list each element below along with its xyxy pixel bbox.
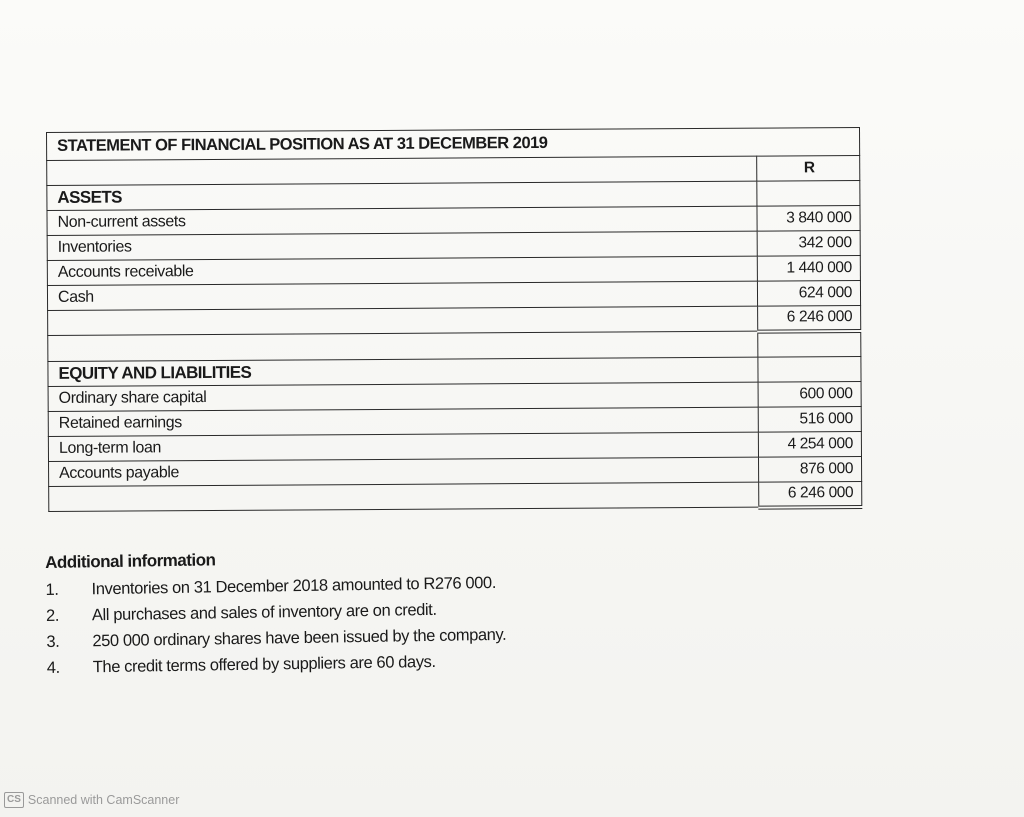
- row-amount: 516 000: [758, 407, 861, 433]
- row-amount: 876 000: [759, 457, 862, 483]
- empty-amount-cell: [758, 331, 861, 358]
- item-number: 4.: [46, 658, 60, 677]
- equity-liabilities-total-row: [49, 482, 862, 512]
- assets-total: 6 246 000: [758, 306, 861, 332]
- row-amount: 1 440 000: [757, 256, 860, 282]
- item-text: 250 000 ordinary shares have been issued by the company.: [92, 625, 507, 650]
- row-amount: 342 000: [757, 231, 860, 257]
- row-amount: 600 000: [758, 382, 861, 408]
- empty-amount-cell: [758, 357, 861, 383]
- row-amount: 624 000: [758, 281, 861, 307]
- additional-information-heading: Additional information: [45, 550, 216, 572]
- equity-liabilities-heading: EQUITY AND LIABILITIES: [48, 357, 758, 386]
- additional-information: [45, 544, 607, 681]
- row-label: Non-current assets: [47, 206, 757, 235]
- item-text: Inventories on 31 December 2018 amounted to R276 000.: [91, 573, 497, 598]
- assets-heading: ASSETS: [47, 181, 757, 210]
- currency-header: R: [757, 156, 860, 182]
- item-text: The credit terms offered by suppliers are 60 days.: [92, 652, 436, 676]
- empty-amount-cell: [757, 181, 860, 207]
- camscanner-logo-icon: CS: [4, 792, 24, 808]
- statement-title: STATEMENT OF FINANCIAL POSITION AS AT 31 DECEMBER 2019: [47, 128, 860, 161]
- row-label: Inventories: [47, 231, 757, 260]
- item-number: 3.: [46, 632, 60, 651]
- row-label: Cash: [47, 281, 757, 310]
- scanner-watermark: [4, 792, 179, 808]
- row-label: Accounts receivable: [47, 256, 757, 285]
- item-text: All purchases and sales of inventory are on credit.: [91, 600, 437, 624]
- row-label: Retained earnings: [48, 407, 758, 436]
- empty-label-cell: [49, 482, 759, 511]
- item-number: 2.: [45, 606, 60, 625]
- item-number: 1.: [45, 580, 59, 599]
- watermark-text: Scanned with CamScanner: [27, 793, 180, 807]
- financial-position-table: [46, 127, 862, 513]
- row-amount: 3 840 000: [757, 206, 860, 232]
- row-label: Ordinary share capital: [48, 382, 758, 411]
- row-label: Accounts payable: [49, 457, 759, 486]
- row-amount: 4 254 000: [758, 432, 861, 458]
- row-label: Long-term loan: [48, 432, 758, 461]
- equity-liabilities-total: 6 246 000: [759, 482, 862, 508]
- additional-information-list: [45, 568, 607, 681]
